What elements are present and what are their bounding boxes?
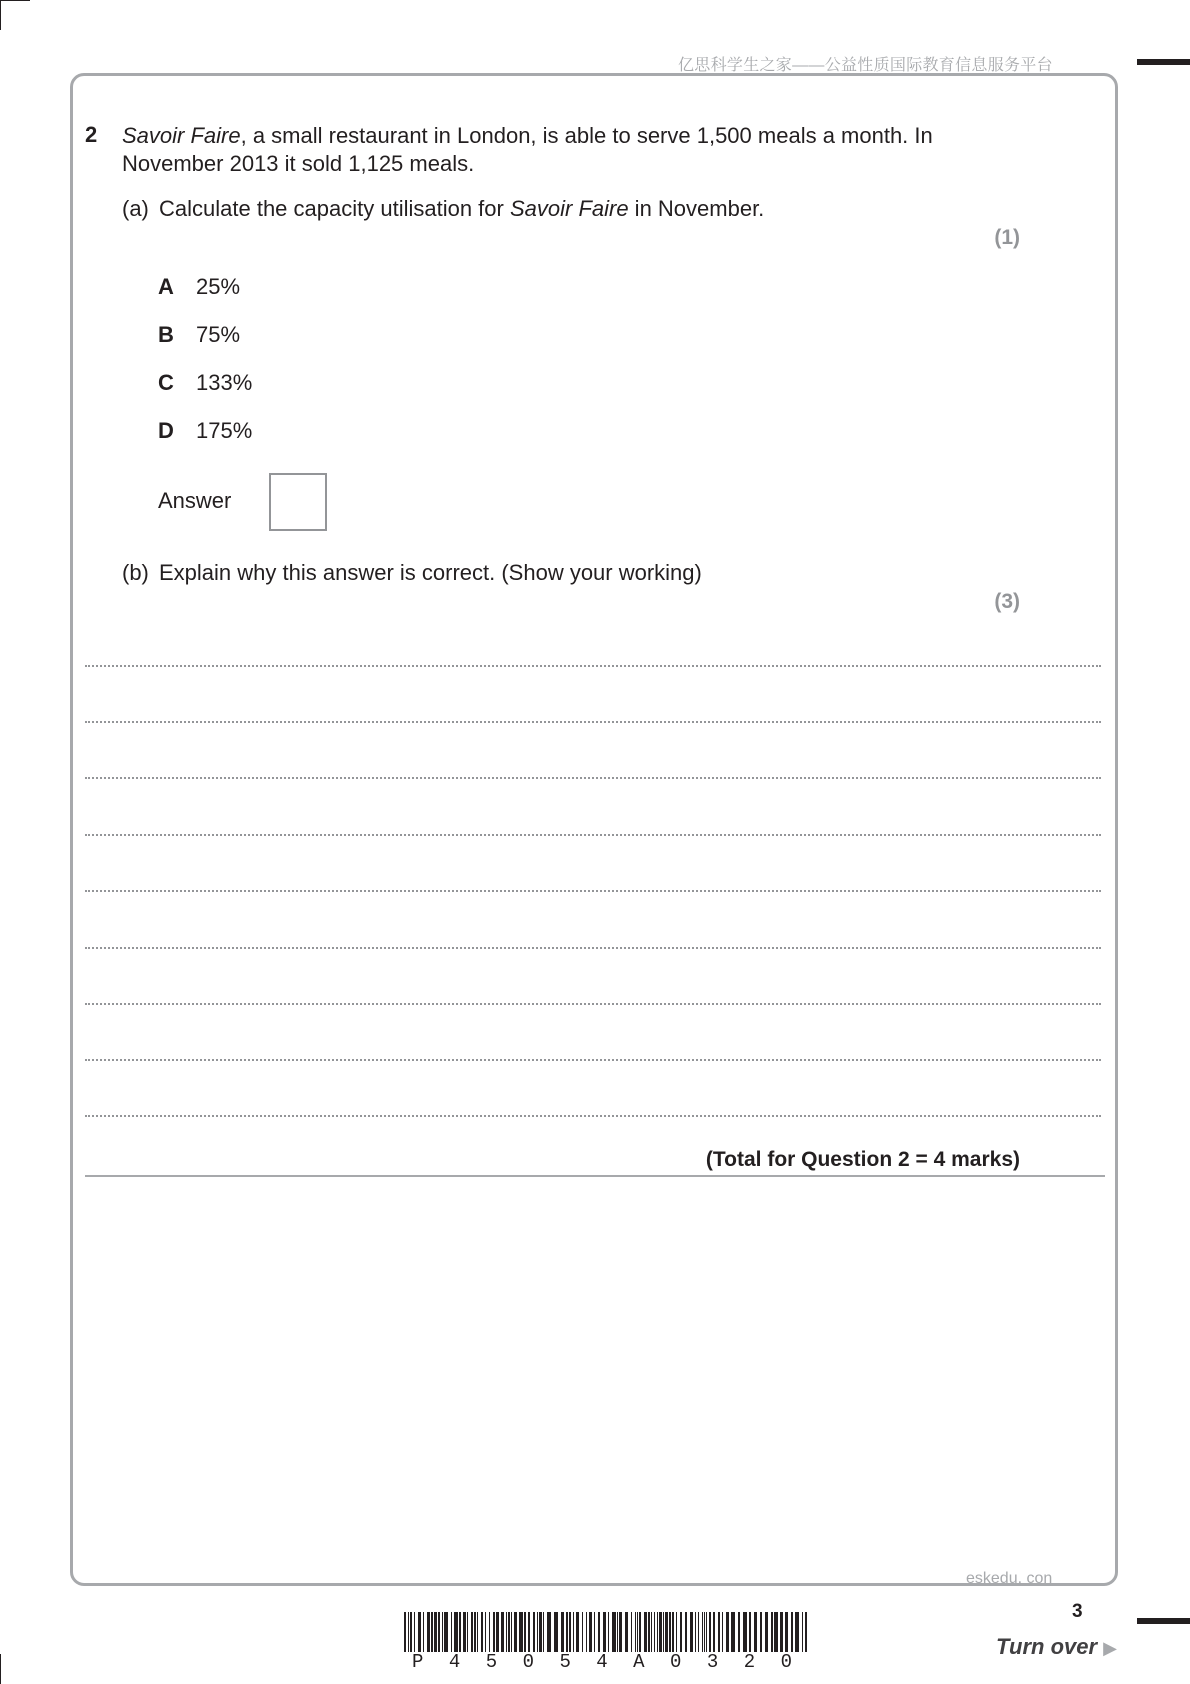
answer-line[interactable]	[85, 947, 1101, 949]
option-b[interactable]	[158, 322, 240, 348]
barcode-bar	[533, 1612, 535, 1652]
barcode-bar	[489, 1612, 490, 1652]
answer-line[interactable]	[85, 665, 1101, 667]
barcode-bar	[493, 1612, 495, 1652]
barcode-bar	[431, 1612, 433, 1652]
barcode-bar	[438, 1612, 440, 1652]
option-letter: C	[158, 370, 174, 395]
barcode-bar	[511, 1612, 512, 1652]
total-rule	[85, 1175, 1105, 1177]
barcode-bar	[598, 1612, 600, 1652]
barcode-bar	[795, 1612, 799, 1652]
barcode-bar	[672, 1612, 674, 1652]
part-a-text-italic: Savoir Faire	[509, 196, 629, 221]
barcode-bar	[635, 1612, 636, 1652]
barcode-number	[412, 1651, 792, 1673]
barcode-bar	[404, 1612, 406, 1652]
barcode-bar	[477, 1612, 478, 1652]
barcode-bar	[631, 1612, 632, 1652]
stem-line1: , a small restaurant in London, is able to serve 1,500 meals a month. In	[240, 123, 933, 148]
answer-line[interactable]	[85, 1059, 1101, 1061]
barcode-bar	[651, 1612, 652, 1652]
barcode-bar	[718, 1612, 720, 1652]
barcode-bar	[760, 1612, 762, 1652]
turn-over[interactable]	[996, 1634, 1117, 1660]
part-a-label: (a)	[122, 196, 149, 221]
barcode-bar	[508, 1612, 510, 1652]
barcode-bar	[451, 1612, 452, 1652]
barcode-bar	[414, 1612, 415, 1652]
barcode-char: 3	[706, 1651, 719, 1673]
margin-bar	[1137, 59, 1190, 65]
barcode-bar	[463, 1612, 466, 1652]
option-c[interactable]	[158, 370, 252, 396]
barcode-bar	[774, 1612, 778, 1652]
margin-bar	[1137, 1618, 1190, 1624]
answer-label: Answer	[158, 488, 232, 513]
barcode-bar	[573, 1612, 574, 1652]
barcode-bar	[676, 1612, 677, 1652]
total-marks: (Total for Question 2 = 4 marks)	[705, 1148, 1020, 1171]
barcode-bar	[731, 1612, 735, 1652]
barcode-bar	[608, 1612, 609, 1652]
barcode-bar	[423, 1612, 424, 1652]
barcode-bar	[765, 1612, 768, 1652]
barcode-bar	[648, 1612, 650, 1652]
barcode-bar	[410, 1612, 412, 1652]
play-arrow-icon: ▶	[1103, 1638, 1117, 1658]
barcode-bar	[524, 1612, 526, 1652]
answer-box[interactable]	[269, 473, 327, 531]
watermark-bottom: eskedu. con	[966, 1570, 1053, 1587]
barcode-bar	[554, 1612, 558, 1652]
barcode-bar	[785, 1612, 788, 1652]
option-value: 175%	[196, 418, 253, 443]
option-value: 75%	[196, 322, 241, 347]
barcode-bar	[589, 1612, 592, 1652]
barcode-char: A	[633, 1651, 645, 1673]
barcode-char: 0	[670, 1651, 682, 1673]
answer-line[interactable]	[85, 1003, 1101, 1005]
barcode-bar	[569, 1612, 571, 1652]
barcode-bar	[617, 1612, 618, 1652]
barcode-bar	[582, 1612, 583, 1652]
barcode-bar	[749, 1612, 751, 1652]
option-letter: D	[158, 418, 174, 443]
barcode-bar	[637, 1612, 638, 1652]
option-value: 133%	[196, 370, 253, 395]
barcode-bar	[791, 1612, 793, 1652]
barcode-bar	[713, 1612, 715, 1652]
barcode-bar	[561, 1612, 564, 1652]
barcode-bar	[738, 1612, 740, 1652]
barcode-bar	[408, 1612, 409, 1652]
barcode-bar	[434, 1612, 437, 1652]
barcode-bar	[467, 1612, 468, 1652]
barcode-bar	[706, 1612, 707, 1652]
watermark-top: 亿思科学生之家——公益性质国际教育信息服务平台	[678, 57, 1053, 74]
barcode-bar	[657, 1612, 658, 1652]
barcode-bar	[586, 1612, 587, 1652]
question-number: 2	[85, 122, 98, 147]
part-a-marks: (1)	[994, 226, 1020, 249]
barcode-char: 0	[780, 1651, 792, 1673]
barcode-bar	[566, 1612, 568, 1652]
barcode-bar	[418, 1612, 421, 1652]
barcode-bar	[704, 1612, 705, 1652]
barcode-bar	[802, 1612, 803, 1652]
barcode-bar	[780, 1612, 783, 1652]
barcode-bar	[771, 1612, 773, 1652]
turn-over-label: Turn over	[996, 1634, 1098, 1659]
restaurant-name: Savoir Faire	[122, 123, 241, 148]
barcode-bar	[665, 1612, 668, 1652]
barcode-bar	[612, 1612, 616, 1652]
barcode	[404, 1612, 810, 1652]
barcode-bar	[427, 1612, 430, 1652]
barcode-bar	[543, 1612, 544, 1652]
barcode-bar	[514, 1612, 517, 1652]
barcode-bar	[726, 1612, 729, 1652]
answer-line[interactable]	[85, 890, 1101, 892]
page-number: 3	[1072, 1601, 1083, 1622]
crop-mark	[0, 0, 1, 30]
answer-line[interactable]	[85, 834, 1101, 836]
barcode-bar	[659, 1612, 662, 1652]
answer-line[interactable]	[85, 777, 1101, 779]
part-b-text: Explain why this answer is correct. (Show your working)	[159, 560, 702, 585]
barcode-bar	[709, 1612, 711, 1652]
barcode-bar	[690, 1612, 693, 1652]
barcode-bar	[528, 1612, 530, 1652]
option-a[interactable]	[158, 274, 240, 300]
crop-mark	[0, 0, 30, 1]
barcode-bar	[619, 1612, 622, 1652]
barcode-bar	[539, 1612, 542, 1652]
barcode-bar	[702, 1612, 703, 1652]
barcode-bar	[594, 1612, 595, 1652]
part-a-text-after: in November.	[628, 196, 765, 221]
barcode-bar	[537, 1612, 538, 1652]
part-a-text-before: Calculate the capacity utilisation for	[159, 196, 510, 221]
barcode-bar	[603, 1612, 606, 1652]
part-b-label: (b)	[122, 560, 149, 585]
barcode-bar	[481, 1612, 483, 1652]
option-value: 25%	[196, 274, 241, 299]
barcode-bar	[501, 1612, 504, 1652]
barcode-bar	[680, 1612, 682, 1652]
barcode-bar	[454, 1612, 458, 1652]
barcode-char: 5	[485, 1651, 498, 1673]
part-b-prompt	[122, 560, 702, 586]
barcode-bar	[485, 1612, 486, 1652]
stem-line2: November 2013 it sold 1,125 meals.	[122, 151, 475, 176]
barcode-bar	[644, 1612, 647, 1652]
answer-line[interactable]	[85, 721, 1101, 723]
barcode-bar	[639, 1612, 641, 1652]
barcode-bar	[519, 1612, 523, 1652]
barcode-char: 4	[448, 1651, 461, 1673]
barcode-bar	[444, 1612, 448, 1652]
barcode-char: 5	[559, 1651, 571, 1673]
barcode-bar	[459, 1612, 461, 1652]
question-stem	[122, 122, 962, 178]
barcode-char: 4	[596, 1651, 608, 1673]
barcode-bar	[625, 1612, 628, 1652]
option-letter: B	[158, 322, 174, 347]
barcode-bar	[805, 1612, 807, 1652]
barcode-bar	[754, 1612, 757, 1652]
barcode-char: P	[412, 1651, 424, 1673]
barcode-bar	[496, 1612, 499, 1652]
barcode-char: 0	[522, 1651, 534, 1673]
barcode-bar	[654, 1612, 655, 1652]
barcode-bar	[547, 1612, 551, 1652]
barcode-bar	[695, 1612, 696, 1652]
answer-line[interactable]	[85, 1115, 1101, 1117]
barcode-bar	[722, 1612, 723, 1652]
barcode-bar	[576, 1612, 579, 1652]
barcode-char: 2	[743, 1651, 756, 1673]
crop-mark	[0, 1654, 1, 1684]
barcode-bar	[474, 1612, 476, 1652]
barcode-bar	[506, 1612, 507, 1652]
barcode-bar	[743, 1612, 747, 1652]
part-a-prompt	[122, 196, 764, 222]
barcode-bar	[685, 1612, 687, 1652]
barcode-bar	[471, 1612, 473, 1652]
part-b-marks: (3)	[994, 590, 1020, 613]
barcode-bar	[669, 1612, 671, 1652]
barcode-bar	[442, 1612, 443, 1652]
barcode-bar	[663, 1612, 664, 1652]
barcode-bar	[698, 1612, 699, 1652]
option-d[interactable]	[158, 418, 252, 444]
option-letter: A	[158, 274, 174, 299]
